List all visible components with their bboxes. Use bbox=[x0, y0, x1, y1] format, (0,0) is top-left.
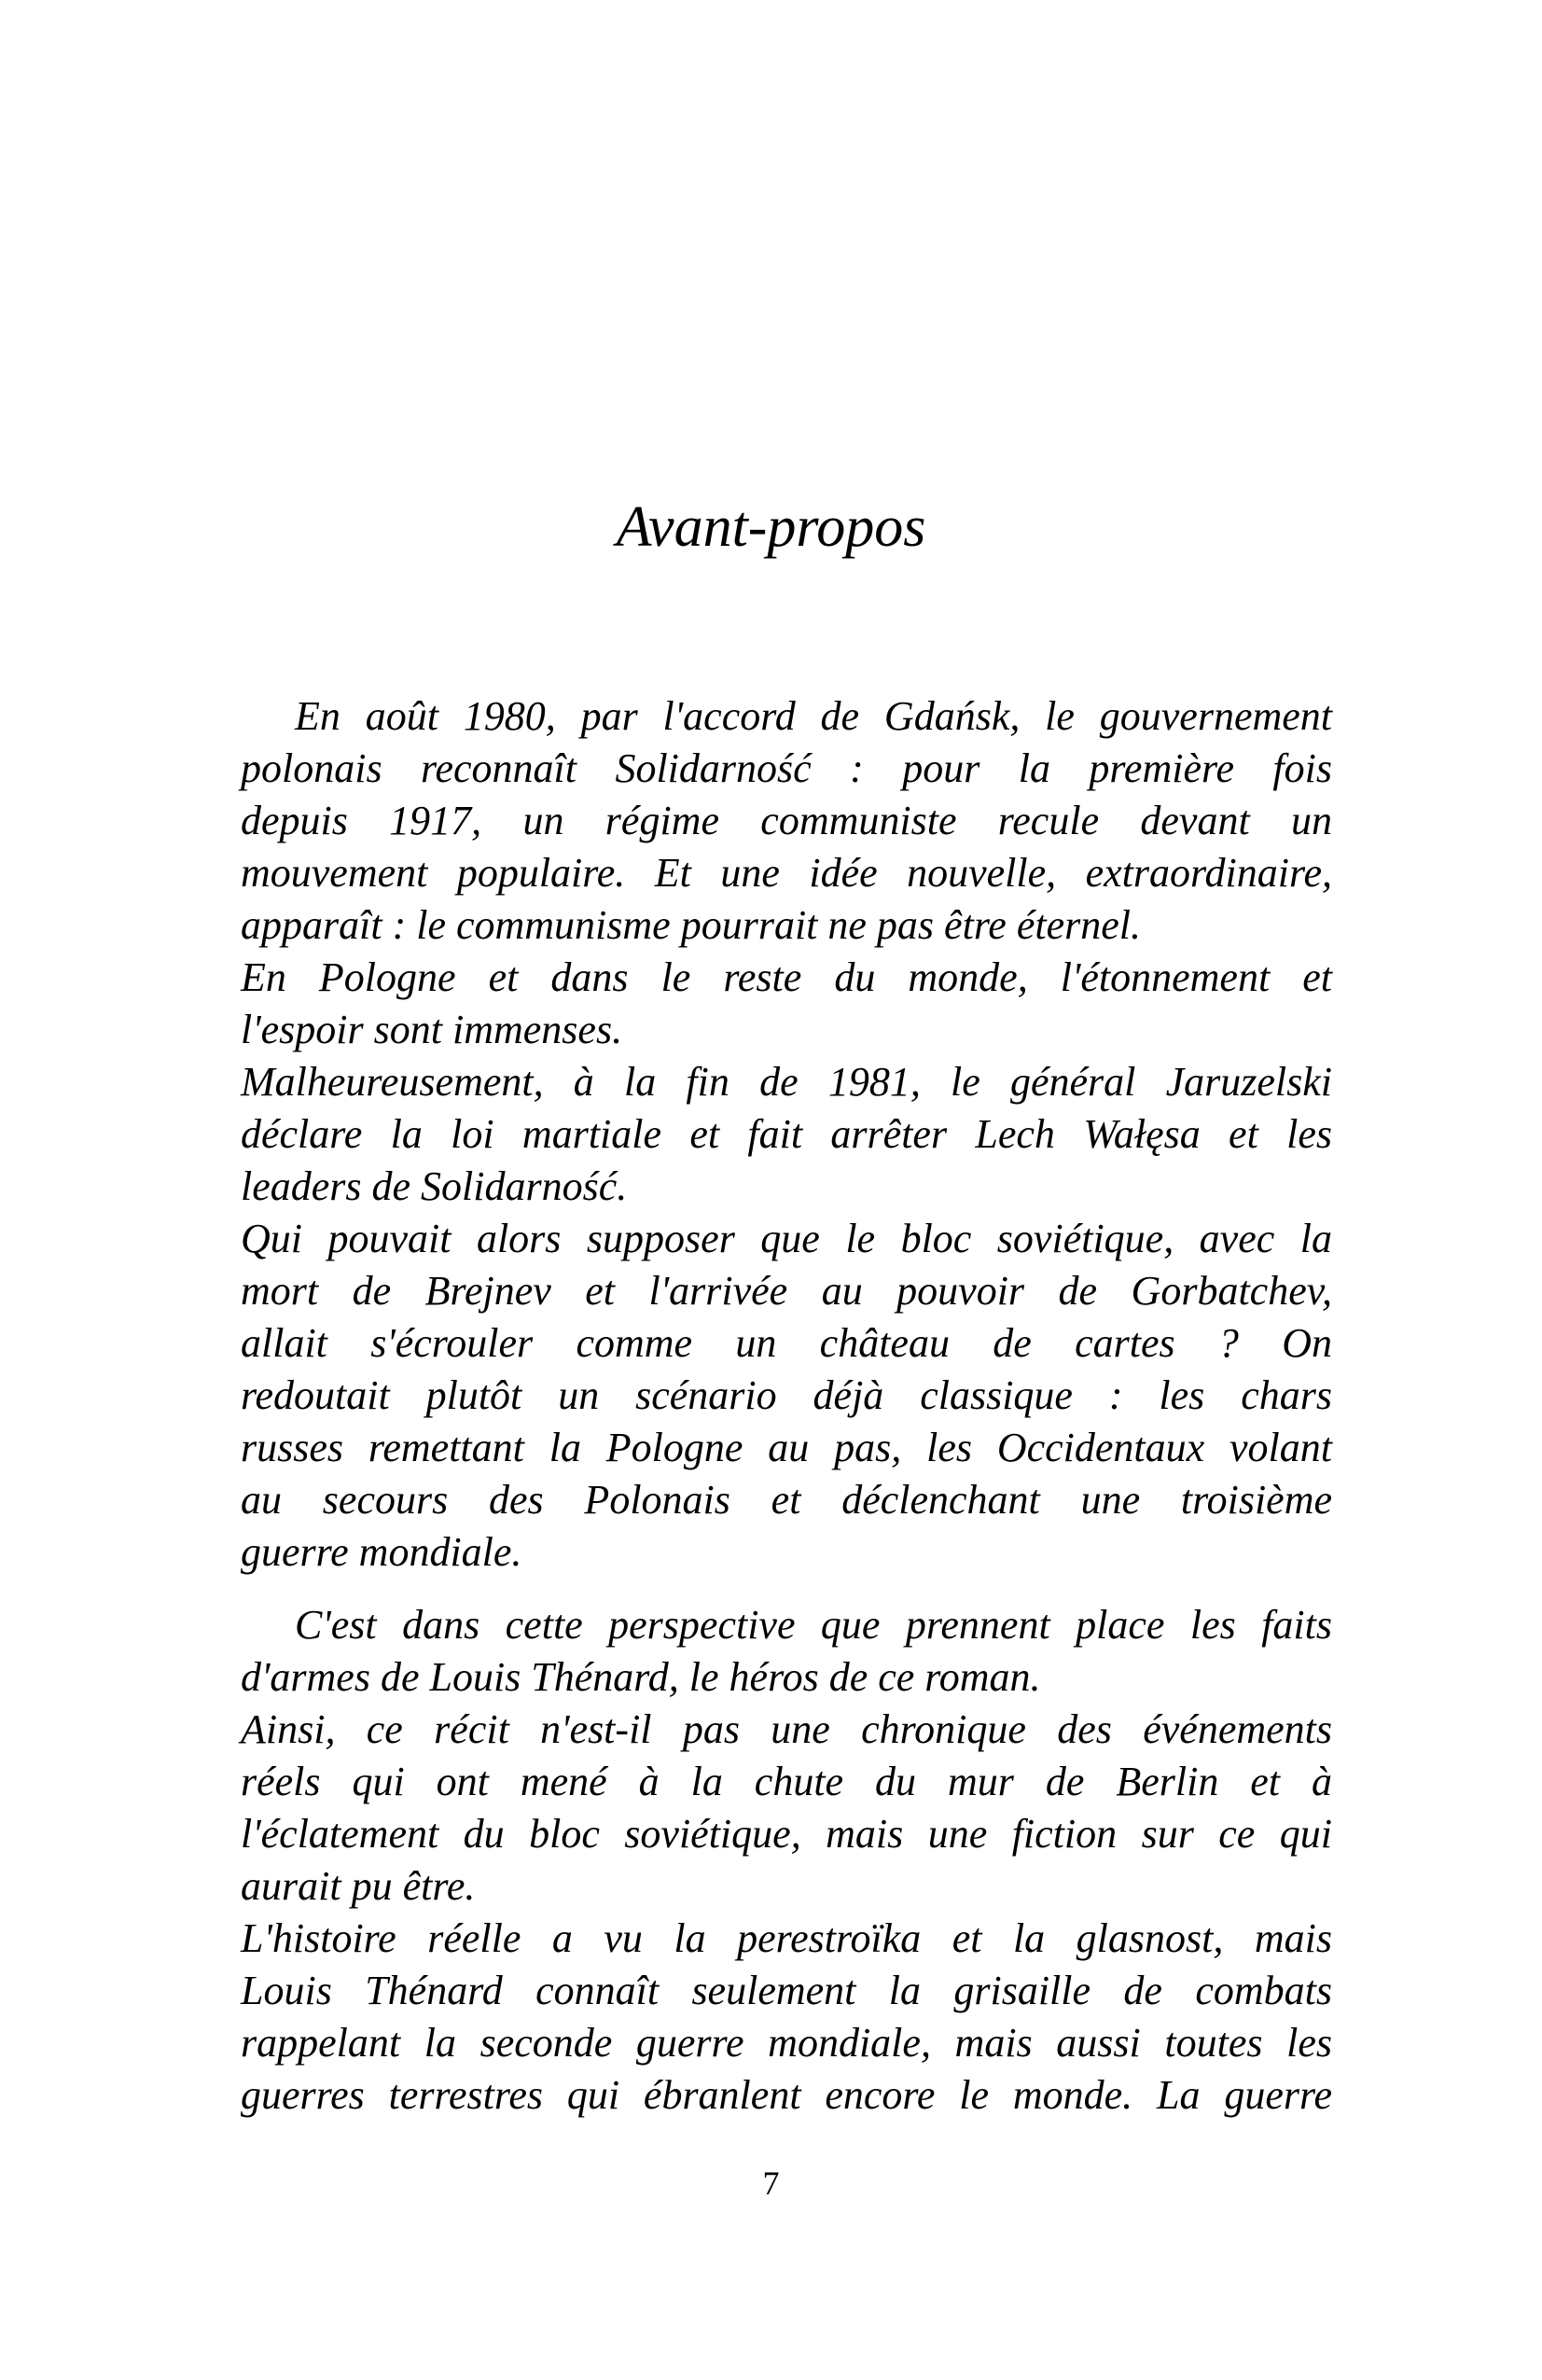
text-line: guerre mondiale. bbox=[241, 1529, 522, 1575]
paragraph bbox=[241, 690, 1332, 1579]
text-line: leaders de Solidarność. bbox=[241, 1163, 628, 1209]
text-line: aurait pu être. bbox=[241, 1863, 476, 1909]
text-line: Qui pouvait alors supposer que le bloc soviétique, avec la bbox=[241, 1216, 1332, 1261]
page-number: 7 bbox=[762, 2164, 780, 2202]
text-line: redoutait plutôt un scénario déjà classique : les chars bbox=[241, 1372, 1332, 1418]
text-line: l'éclatement du bloc soviétique, mais une fiction sur ce qui bbox=[241, 1811, 1332, 1857]
text-line: En Pologne et dans le reste du monde, l'étonnement et bbox=[241, 954, 1332, 1000]
paragraph-gap bbox=[241, 1579, 1332, 1599]
text-line: allait s'écrouler comme un château de cartes ? On bbox=[241, 1320, 1332, 1366]
text-line: C'est dans cette perspective que prennent place les faits bbox=[295, 1602, 1332, 1648]
text-line: l'espoir sont immenses. bbox=[241, 1007, 623, 1052]
page-body bbox=[241, 690, 1332, 2122]
text-line: rappelant la seconde guerre mondiale, mais aussi toutes les bbox=[241, 2020, 1332, 2066]
text-line: guerres terrestres qui ébranlent encore le monde. La guerre bbox=[241, 2072, 1332, 2118]
chapter-title: Avant-propos bbox=[616, 495, 926, 559]
text-line: polonais reconnaît Solidarność : pour la première fois bbox=[241, 745, 1332, 791]
text-line: depuis 1917, un régime communiste recule devant un bbox=[241, 798, 1332, 843]
text-line: apparaît : le communisme pourrait ne pas être éternel. bbox=[241, 902, 1141, 948]
text-line: Louis Thénard connaît seulement la grisaille de combats bbox=[241, 1968, 1332, 2013]
text-line: déclare la loi martiale et fait arrêter Lech Wałęsa et les bbox=[241, 1111, 1332, 1157]
text-line: russes remettant la Pologne au pas, les Occidentaux volant bbox=[241, 1425, 1332, 1470]
text-line: L'histoire réelle a vu la perestroïka et la glasnost, mais bbox=[241, 1915, 1332, 1961]
text-line: mort de Brejnev et l'arrivée au pouvoir de Gorbatchev, bbox=[241, 1268, 1332, 1314]
text-line: d'armes de Louis Thénard, le héros de ce roman. bbox=[241, 1654, 1041, 1700]
text-line: réels qui ont mené à la chute du mur de Berlin et à bbox=[241, 1759, 1332, 1804]
text-line: mouvement populaire. Et une idée nouvelle, extraordinaire, bbox=[241, 850, 1332, 896]
text-line: au secours des Polonais et déclenchant une troisième bbox=[241, 1477, 1332, 1523]
text-line: Ainsi, ce récit n'est-il pas une chronique des événements bbox=[241, 1706, 1332, 1752]
text-line: Malheureusement, à la fin de 1981, le général Jaruzelski bbox=[241, 1059, 1332, 1105]
paragraph bbox=[241, 1599, 1332, 2122]
text-line: En août 1980, par l'accord de Gdańsk, le gouvernement bbox=[295, 693, 1332, 739]
